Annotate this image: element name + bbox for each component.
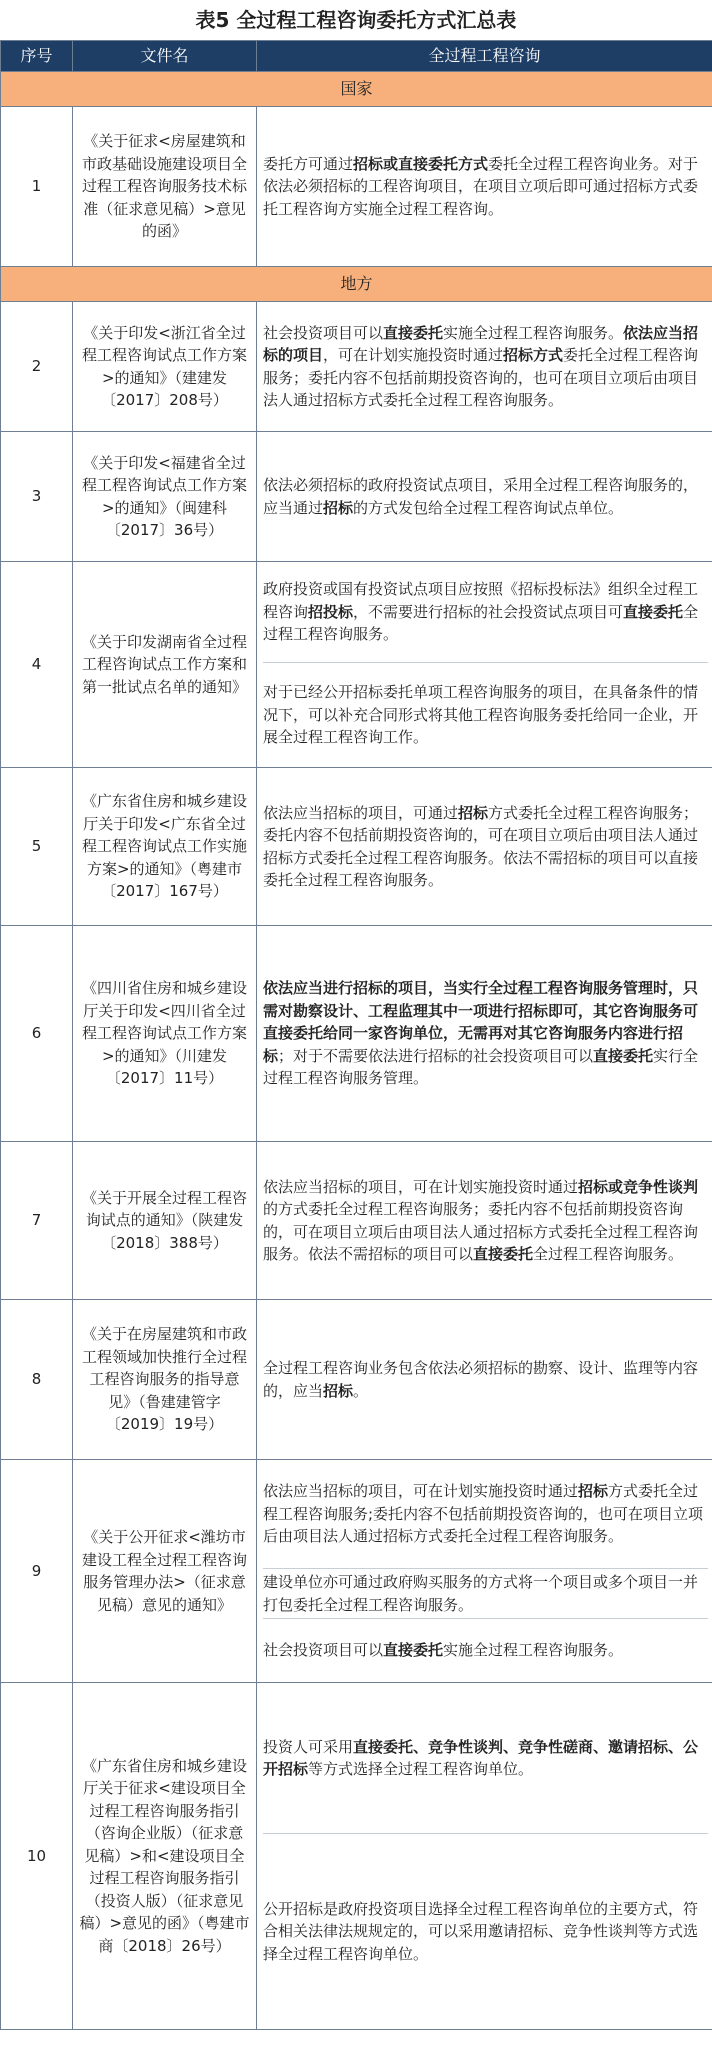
emphasis-text: 招投标 (308, 602, 354, 621)
content-paragraph (263, 1833, 708, 2029)
header-no: 序号 (1, 41, 73, 72)
content-paragraph (263, 320, 708, 414)
row-number: 10 (1, 1683, 73, 2030)
document-name: 《关于在房屋建筑和市政工程领域加快推行全过程工程咨询服务的指导意见》（鲁建建管字〔2019〕19号） (73, 1300, 257, 1460)
content-text: 对于已经公开招标委托单项工程咨询服务的项目，在具备条件的情况下，可以补充合同形式将其他工程咨询服务委托给同一企业，开展全过程工程咨询工作。 (263, 683, 699, 747)
table-row (1, 302, 712, 432)
content-text: 公开招标是政府投资项目选择全过程工程咨询单位的主要方式，符合相关法律法规规定的，可以采用邀请招标、竞争性谈判等方式选择全过程工程咨询单位。 (263, 1899, 699, 1963)
content-text: 的方式委托全过程工程咨询服务；委托内容不包括前期投资咨询的，可在项目立项后由项目法人通过招标方式委托全过程工程咨询服务。依法不需招标的项目可以 (263, 1200, 699, 1263)
content-text: ，可在计划实施投资时通过 (323, 346, 504, 364)
row-number: 5 (1, 768, 73, 926)
content-paragraph (263, 472, 708, 521)
content-paragraph (263, 151, 708, 223)
document-name: 《关于征求<房屋建筑和市政基础设施建设项目全过程工程咨询服务技术标准（征求意见稿）>意见的函》 (73, 107, 257, 267)
consulting-content (257, 562, 712, 768)
section-row-local (1, 267, 712, 302)
emphasis-text: 直接委托 (383, 1641, 444, 1660)
row-number: 9 (1, 1460, 73, 1683)
table-row (1, 1683, 712, 2030)
table-row (1, 1142, 712, 1300)
consulting-content (257, 1460, 712, 1683)
emphasis-text: 招标 (323, 1381, 354, 1400)
content-paragraph (263, 1568, 708, 1618)
row-number: 4 (1, 562, 73, 768)
row-number: 2 (1, 302, 73, 432)
content-text: 的方式发包给全过程工程咨询试点单位。 (353, 498, 624, 517)
table-row (1, 1460, 712, 1683)
row-number: 8 (1, 1300, 73, 1460)
emphasis-text: 招标或竞争性谈判 (578, 1177, 699, 1196)
table-row (1, 107, 712, 267)
document-name: 《关于公开征求<潍坊市建设工程全过程工程咨询服务管理办法>（征求意见稿）意见的通知》 (73, 1460, 257, 1683)
content-text: 等方式选择全过程工程咨询单位。 (308, 1760, 534, 1778)
header-doc: 文件名 (73, 41, 257, 72)
table-row (1, 1300, 712, 1460)
content-paragraph (263, 1460, 708, 1568)
emphasis-text: 招标 (578, 1482, 609, 1501)
emphasis-text: 直接委托、竞争性谈判、竞争性磋商、邀请招标、公开招标 (263, 1737, 699, 1778)
consulting-content (257, 107, 712, 267)
row-number: 3 (1, 432, 73, 562)
consulting-content (257, 1142, 712, 1300)
emphasis-text: 依法应当招标的项目 (263, 323, 699, 364)
content-text: 实施全过程工程咨询服务。 (443, 323, 624, 342)
header-row (1, 41, 712, 72)
section-label: 国家 (1, 72, 712, 107)
consulting-content (257, 1300, 712, 1460)
consulting-content (257, 926, 712, 1142)
content-text: ，不需要进行招标的社会投资试点项目可 (353, 602, 624, 621)
document-name: 《广东省住房和城乡建设厅关于印发<广东省全过程工程咨询试点工作实施方案>的通知》（粤建市〔2017〕167号） (73, 768, 257, 926)
document-name: 《关于开展全过程工程咨询试点的通知》（陕建发〔2018〕388号） (73, 1142, 257, 1300)
content-text: 社会投资项目可以 (263, 1641, 384, 1660)
content-text: 方式委托全过程工程咨询服务；委托内容不包括前期投资咨询的，可在项目立项后由项目法人通过招标方式委托全过程工程咨询服务。依法不需招标的项目可以直接委托全过程工程咨询服务。 (263, 803, 699, 889)
emphasis-text: 直接委托 (473, 1245, 534, 1263)
content-paragraph (263, 662, 708, 767)
consulting-content (257, 768, 712, 926)
document-name: 《广东省住房和城乡建设厅关于征求<建设项目全过程工程咨询服务指引（咨询企业版）（征求意见稿）>和<建设项目全过程工程咨询服务指引（投资人版）（征求意见稿）>意见的函》（粤建市商〔2018〕26号） (73, 1683, 257, 2030)
emphasis-text: 依法应当进行招标的项目，当实行全过程工程咨询服务管理时，只需对勘察设计、工程监理其中一项进行招标即可，其它咨询服务可直接委托给同一家咨询单位，无需再对其它咨询服务内容进行招标 (263, 979, 699, 1065)
summary-table (0, 40, 712, 2030)
table-row (1, 562, 712, 768)
content-text: 全过程工程咨询业务包含依法必须招标的勘察、设计、监理等内容的，应当 (263, 1359, 699, 1400)
document-name: 《关于印发湖南省全过程工程咨询试点工作方案和第一批试点名单的通知》 (73, 562, 257, 768)
content-text: 委托全过程工程咨询业务。对于依法必须招标的工程咨询项目，在项目立项后即可通过招标方式委托工程咨询方实施全过程工程咨询。 (263, 154, 699, 218)
content-text: 依法必须招标的政府投资试点项目，采用全过程工程咨询服务的，应当通过 (263, 476, 699, 517)
content-text: 。 (353, 1381, 369, 1400)
content-text: 全过程工程咨询服务。 (533, 1245, 684, 1263)
content-text: 依法应当招标的项目，可在计划实施投资时通过 (263, 1482, 579, 1501)
emphasis-text: 招标 (323, 498, 354, 517)
header-content: 全过程工程咨询 (257, 41, 712, 72)
table-row (1, 768, 712, 926)
document-name: 《关于印发<浙江省全过程工程咨询试点工作方案>的通知》（建建发〔2017〕208号） (73, 302, 257, 432)
content-text: 实行全过程工程咨询服务管理。 (263, 1046, 699, 1088)
content-paragraph (263, 1174, 708, 1268)
content-text: 全过程工程咨询服务。 (263, 602, 699, 644)
section-row-national (1, 72, 712, 107)
content-paragraph (263, 1355, 708, 1404)
consulting-content (257, 1683, 712, 2030)
consulting-content (257, 432, 712, 562)
emphasis-text: 招标或直接委托方式 (353, 154, 489, 173)
content-paragraph (263, 975, 708, 1092)
row-number: 7 (1, 1142, 73, 1300)
content-paragraph (263, 562, 708, 662)
content-text: 实施全过程工程咨询服务。 (443, 1641, 624, 1660)
document-name: 《关于印发<福建省全过程工程咨询试点工作方案>的通知》（闽建科〔2017〕36号） (73, 432, 257, 562)
content-text: 委托方可通过 (263, 154, 354, 173)
content-text: 依法应当招标的项目，可在计划实施投资时通过 (263, 1177, 579, 1196)
content-text: 委托全过程工程咨询服务；委托内容不包括前期投资咨询的，也可在项目立项后由项目法人通过招标方式委托全过程工程咨询服务。 (263, 346, 699, 409)
emphasis-text: 直接委托 (623, 602, 684, 621)
table-body (1, 72, 712, 2030)
content-paragraph (263, 800, 708, 894)
emphasis-text: 招标 (458, 803, 489, 822)
table-row (1, 432, 712, 562)
row-number: 1 (1, 107, 73, 267)
content-text: 方式委托全过程工程咨询服务;委托内容不包括前期投资咨询的，也可在项目立项后由项目法人通过招标方式委托全过程工程咨询服务。 (263, 1482, 704, 1546)
table-title: 表5 全过程工程咨询委托方式汇总表 (195, 8, 517, 32)
emphasis-text: 直接委托 (593, 1046, 654, 1065)
section-label: 地方 (1, 267, 712, 302)
content-text: 社会投资项目可以 (263, 323, 384, 342)
emphasis-text: 直接委托 (383, 323, 444, 342)
row-number: 6 (1, 926, 73, 1142)
emphasis-text: 招标方式 (503, 346, 564, 364)
content-text: 政府投资或国有投资试点项目应按照《招标投标法》组织全过程工程咨询 (263, 580, 699, 621)
table-row (1, 926, 712, 1142)
document-name: 《四川省住房和城乡建设厅关于印发<四川省全过程工程咨询试点工作方案>的通知》（川建发〔2017〕11号） (73, 926, 257, 1142)
content-text: ；对于不需要依法进行招标的社会投资项目可以 (278, 1046, 594, 1065)
content-text: 建设单位亦可通过政府购买服务的方式将一个项目或多个项目一并打包委托全过程工程咨询服务。 (263, 1573, 699, 1614)
content-text: 依法应当招标的项目，可通过 (263, 803, 459, 822)
content-text: 投资人可采用 (263, 1737, 354, 1756)
content-paragraph (263, 1683, 708, 1833)
content-paragraph (263, 1618, 708, 1682)
consulting-content (257, 302, 712, 432)
